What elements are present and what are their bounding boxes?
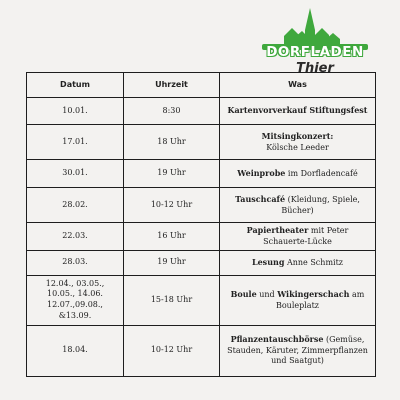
event-detail: Anne Schmitz (284, 257, 344, 267)
event-schedule-table (26, 72, 376, 377)
table-row (27, 125, 376, 160)
cell-what (220, 160, 376, 188)
cell-date: 22.03. (27, 223, 124, 251)
cell-date: 28.02. (27, 188, 124, 223)
cell-what (220, 188, 376, 223)
event-title: Papiertheater (246, 225, 309, 235)
event-title: Weinprobe (237, 167, 286, 178)
event-detail: Kölsche Leeder (266, 142, 329, 152)
cell-what (220, 325, 376, 376)
logo-wordmark: DORFLADEN (266, 44, 364, 60)
event-title: Kartenvorverkauf Stiftungsfest (227, 105, 368, 116)
table-row (27, 188, 376, 223)
event-title: Lesung (251, 256, 285, 267)
cell-date: 18.04. (27, 325, 124, 376)
header-time: Uhrzeit (124, 73, 220, 98)
event-title: Mitsingkonzert: (261, 130, 334, 141)
event-title: Pflanzentauschbörse (230, 333, 324, 344)
table-header-row (27, 73, 376, 98)
event-detail: im Dorfladencafé (285, 168, 358, 178)
cell-time: 10-12 Uhr (124, 325, 220, 376)
logo-subtitle: Thier (296, 61, 334, 76)
cell-date: 17.01. (27, 125, 124, 160)
cell-date: 12.04., 03.05., 10.05., 14.06. 12.07.,09.08., &13.09. (27, 275, 124, 325)
cell-what (220, 98, 376, 125)
event-title: Tauschcafé (235, 193, 286, 204)
event-connector: und (256, 289, 278, 299)
header-what: Was (220, 73, 376, 98)
cell-time: 10-12 Uhr (124, 188, 220, 223)
cell-date: 30.01. (27, 160, 124, 188)
event-detail: mit Peter Schauerte-Lücke (263, 226, 349, 246)
cell-what (220, 125, 376, 160)
cell-time: 19 Uhr (124, 250, 220, 275)
table-row (27, 160, 376, 188)
header-date: Datum (27, 73, 124, 98)
event-detail: am Bouleplatz (275, 289, 365, 310)
event-detail: (Gemüse, Stauden, Käruter, Zimmerpflanzen und Saatgut) (227, 334, 368, 366)
dorfladen-logo (256, 8, 374, 80)
cell-time: 8:30 (124, 98, 220, 125)
cell-time: 16 Uhr (124, 223, 220, 251)
table-row (27, 250, 376, 275)
cell-time: 15-18 Uhr (124, 275, 220, 325)
table-row (27, 275, 376, 325)
cell-what (220, 250, 376, 275)
cell-date: 10.01. (27, 98, 124, 125)
event-title: Boule (230, 288, 257, 299)
table-row (27, 223, 376, 251)
table-row (27, 325, 376, 376)
event-title-2: Wikingerschach (277, 288, 350, 299)
event-detail: (Kleidung, Spiele, Bücher) (281, 194, 360, 215)
cell-date: 28.03. (27, 250, 124, 275)
cell-what (220, 223, 376, 251)
cell-what (220, 275, 376, 325)
cell-time: 19 Uhr (124, 160, 220, 188)
table-row (27, 98, 376, 125)
cell-time: 18 Uhr (124, 125, 220, 160)
